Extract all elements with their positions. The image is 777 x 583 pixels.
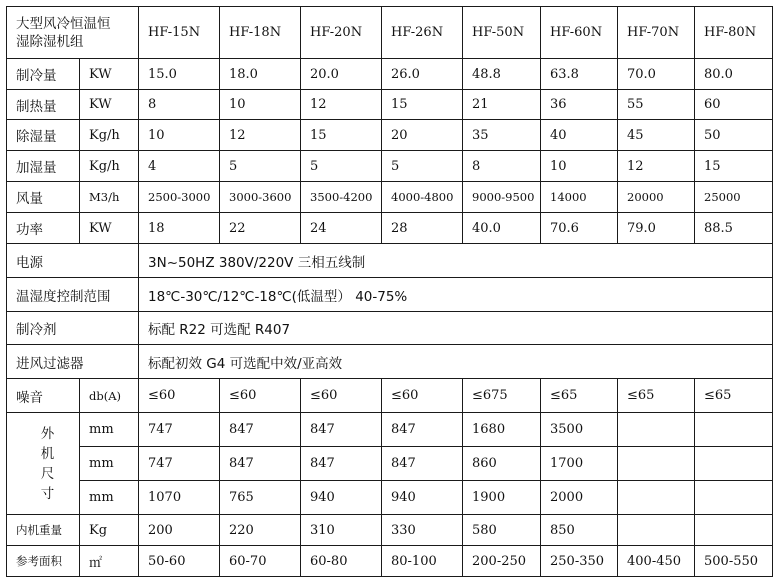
model-header: HF-18N xyxy=(220,7,301,59)
row-label: 温湿度控制范围 xyxy=(7,278,139,312)
table-title xyxy=(7,7,139,59)
table-cell: 330 xyxy=(382,515,463,546)
table-cell: 80.0 xyxy=(695,59,773,90)
table-cell: 15.0 xyxy=(139,59,220,90)
table-cell: 847 xyxy=(382,447,463,481)
table-cell: 28 xyxy=(382,213,463,244)
table-cell: 80-100 xyxy=(382,546,463,577)
table-cell: 220 xyxy=(220,515,301,546)
table-cell: 40 xyxy=(541,120,618,151)
table-cell: 940 xyxy=(382,481,463,515)
table-cell: 36 xyxy=(541,90,618,120)
row-label: 制冷剂 xyxy=(7,312,139,345)
table-cell: 2000 xyxy=(541,481,618,515)
table-cell: 40.0 xyxy=(463,213,541,244)
table-cell: 765 xyxy=(220,481,301,515)
row-label: 噪音 xyxy=(7,379,80,413)
row-unit: Kg/h xyxy=(80,151,139,182)
row-label: 加湿量 xyxy=(7,151,80,182)
table-cell: 1900 xyxy=(463,481,541,515)
table-cell: 747 xyxy=(139,413,220,447)
humidify-capacity-row xyxy=(7,151,773,182)
model-header: HF-20N xyxy=(301,7,382,59)
row-unit: Kg xyxy=(80,515,139,546)
table-cell: 60-70 xyxy=(220,546,301,577)
table-cell: ≤60 xyxy=(139,379,220,413)
table-cell: 4 xyxy=(139,151,220,182)
intake-filter-row xyxy=(7,345,773,379)
table-cell: 860 xyxy=(463,447,541,481)
table-cell: 10 xyxy=(541,151,618,182)
table-cell: 88.5 xyxy=(695,213,773,244)
table-cell: 747 xyxy=(139,447,220,481)
table-cell: 70.6 xyxy=(541,213,618,244)
table-cell: 3000-3600 xyxy=(220,182,301,213)
table-cell xyxy=(695,481,773,515)
table-cell: 5 xyxy=(382,151,463,182)
row-label: 进风过滤器 xyxy=(7,345,139,379)
table-cell: 14000 xyxy=(541,182,618,213)
outdoor-size-row xyxy=(7,413,773,447)
table-cell: 10 xyxy=(139,120,220,151)
table-title-line-2: 湿除湿机组 xyxy=(16,33,84,50)
table-cell: 35 xyxy=(463,120,541,151)
row-label: 除湿量 xyxy=(7,120,80,151)
header-row xyxy=(7,7,773,59)
table-cell: 15 xyxy=(301,120,382,151)
reference-area-row xyxy=(7,546,773,577)
power-supply-row xyxy=(7,244,773,278)
table-cell: 3500 xyxy=(541,413,618,447)
table-cell: 12 xyxy=(618,151,695,182)
table-cell: 200-250 xyxy=(463,546,541,577)
model-header: HF-15N xyxy=(139,7,220,59)
table-cell: ≤675 xyxy=(463,379,541,413)
merged-cell: 3N~50HZ 380V/220V 三相五线制 xyxy=(139,244,773,278)
table-cell: 10 xyxy=(220,90,301,120)
row-label: 功率 xyxy=(7,213,80,244)
model-header: HF-60N xyxy=(541,7,618,59)
table-cell xyxy=(618,413,695,447)
table-cell: 1700 xyxy=(541,447,618,481)
table-cell: 24 xyxy=(301,213,382,244)
outdoor-size-label xyxy=(7,413,80,515)
model-header: HF-70N xyxy=(618,7,695,59)
table-cell: ≤65 xyxy=(695,379,773,413)
row-label: 制热量 xyxy=(7,90,80,120)
table-cell: 60-80 xyxy=(301,546,382,577)
cooling-capacity-row xyxy=(7,59,773,90)
table-cell: 850 xyxy=(541,515,618,546)
outdoor-size-label-char: 外 xyxy=(40,425,55,442)
outdoor-size-label-char: 机 xyxy=(40,445,55,462)
table-cell: 500-550 xyxy=(695,546,773,577)
table-cell: 50-60 xyxy=(139,546,220,577)
outdoor-size-row xyxy=(7,447,773,481)
airflow-row xyxy=(7,182,773,213)
table-cell: 3500-4200 xyxy=(301,182,382,213)
control-range-row xyxy=(7,278,773,312)
table-cell: 4000-4800 xyxy=(382,182,463,213)
table-cell: 400-450 xyxy=(618,546,695,577)
row-unit: KW xyxy=(80,213,139,244)
table-cell xyxy=(618,447,695,481)
indoor-weight-row xyxy=(7,515,773,546)
table-cell: 25000 xyxy=(695,182,773,213)
table-cell: 1070 xyxy=(139,481,220,515)
merged-cell: 标配初效 G4 可选配中效/亚高效 xyxy=(139,345,773,379)
row-unit: db(A) xyxy=(80,379,139,413)
table-cell: 50 xyxy=(695,120,773,151)
row-label: 风量 xyxy=(7,182,80,213)
spec-table xyxy=(6,6,773,577)
outdoor-size-row xyxy=(7,481,773,515)
row-unit: mm xyxy=(80,481,139,515)
table-cell xyxy=(618,515,695,546)
table-cell: 12 xyxy=(301,90,382,120)
row-label: 内机重量 xyxy=(7,515,80,546)
table-cell: 8 xyxy=(463,151,541,182)
table-cell: 1680 xyxy=(463,413,541,447)
table-cell: 79.0 xyxy=(618,213,695,244)
table-cell: 310 xyxy=(301,515,382,546)
table-cell: ≤60 xyxy=(220,379,301,413)
row-unit: mm xyxy=(80,447,139,481)
table-cell: 580 xyxy=(463,515,541,546)
table-cell: 21 xyxy=(463,90,541,120)
power-row xyxy=(7,213,773,244)
model-header: HF-80N xyxy=(695,7,773,59)
row-unit: KW xyxy=(80,90,139,120)
table-cell: 847 xyxy=(220,413,301,447)
row-unit: mm xyxy=(80,413,139,447)
table-cell xyxy=(618,481,695,515)
table-cell: 2500-3000 xyxy=(139,182,220,213)
table-cell: 15 xyxy=(695,151,773,182)
table-cell xyxy=(695,447,773,481)
merged-cell: 18℃-30℃/12℃-18℃(低温型） 40-75% xyxy=(139,278,773,312)
table-cell xyxy=(695,413,773,447)
table-cell: 200 xyxy=(139,515,220,546)
table-cell: 8 xyxy=(139,90,220,120)
table-cell: 940 xyxy=(301,481,382,515)
table-title-line-1: 大型风冷恒温恒 xyxy=(16,15,111,32)
table-cell: 26.0 xyxy=(382,59,463,90)
table-cell: 18 xyxy=(139,213,220,244)
table-cell: 20000 xyxy=(618,182,695,213)
row-unit: KW xyxy=(80,59,139,90)
outdoor-size-label-char: 寸 xyxy=(40,485,55,502)
row-label: 参考面积 xyxy=(7,546,80,577)
noise-row xyxy=(7,379,773,413)
refrigerant-row xyxy=(7,312,773,345)
table-cell: 60 xyxy=(695,90,773,120)
table-cell: 847 xyxy=(301,413,382,447)
table-cell xyxy=(695,515,773,546)
table-cell: ≤60 xyxy=(301,379,382,413)
table-cell: ≤65 xyxy=(541,379,618,413)
row-label: 电源 xyxy=(7,244,139,278)
table-cell: 9000-9500 xyxy=(463,182,541,213)
table-cell: 847 xyxy=(220,447,301,481)
table-cell: 847 xyxy=(301,447,382,481)
table-cell: ≤60 xyxy=(382,379,463,413)
model-header: HF-50N xyxy=(463,7,541,59)
table-cell: 48.8 xyxy=(463,59,541,90)
table-cell: 22 xyxy=(220,213,301,244)
table-cell: 63.8 xyxy=(541,59,618,90)
row-label: 制冷量 xyxy=(7,59,80,90)
table-cell: 5 xyxy=(220,151,301,182)
row-unit: Kg/h xyxy=(80,120,139,151)
table-cell: 18.0 xyxy=(220,59,301,90)
row-unit: M3/h xyxy=(80,182,139,213)
table-cell: 55 xyxy=(618,90,695,120)
table-cell: 847 xyxy=(382,413,463,447)
outdoor-size-label-char: 尺 xyxy=(40,465,55,482)
table-cell: 250-350 xyxy=(541,546,618,577)
table-cell: 15 xyxy=(382,90,463,120)
table-cell: ≤65 xyxy=(618,379,695,413)
table-cell: 20.0 xyxy=(301,59,382,90)
dehumidify-capacity-row xyxy=(7,120,773,151)
table-cell: 45 xyxy=(618,120,695,151)
table-cell: 12 xyxy=(220,120,301,151)
table-cell: 5 xyxy=(301,151,382,182)
row-unit: ㎡ xyxy=(80,546,139,577)
heating-capacity-row xyxy=(7,90,773,120)
merged-cell: 标配 R22 可选配 R407 xyxy=(139,312,773,345)
table-cell: 20 xyxy=(382,120,463,151)
model-header: HF-26N xyxy=(382,7,463,59)
table-cell: 70.0 xyxy=(618,59,695,90)
